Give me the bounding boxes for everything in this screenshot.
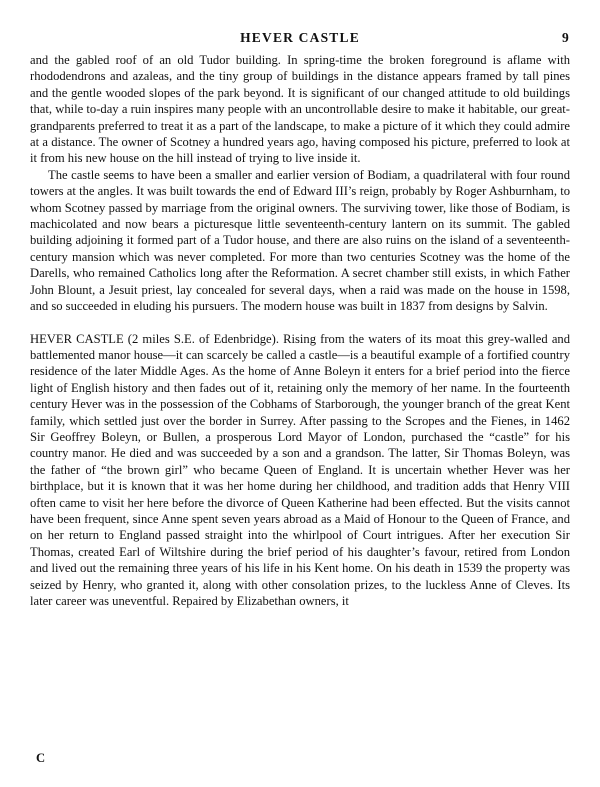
running-head [30, 30, 570, 52]
signature-mark: C [36, 751, 46, 765]
paragraph-scotney-castle-history: The castle seems to have been a smaller and earlier version of Bodiam, a quadrilateral with four round towers at the angles. It was built towards the end of Edward III’s reign, probably by Roger Ashburnham, to whom Scotney passed by marriage from the original owners. The surviving tower, like those of Bodiam, is machicolated and now bears a picturesque little seventeenth-century lantern on its summit. The gabled building adjoining it formed part of a Tudor house, and there are also ruins on the island of a seventeenth-century mansion which was never completed. For more than two centuries Scotney was the home of the Darells, who remained Catholics long after the Reformation. A secret chamber still exists, in which Father John Blount, a Jesuit priest, lay concealed for several days, when a raid was made on the house in 1598, and so succeeded in eluding his pursuers. The modern house was built in 1837 from designs by Salvin. [30, 167, 570, 314]
paragraph-scotney-continued: and the gabled roof of an old Tudor building. In spring-time the broken foreground is aflame with rhododendrons and azaleas, and the tiny group of buildings in the distance appears framed by tall pines and the gentle wooded slopes of the park beyond. It is significant of our changed attitude to old buildings that, while to-day a ruin inspires many people with an uncontrollable desire to make it habitable, our great-grandparents preferred to treat it as a part of the landscape, to make a picture of it which they could admire at a distance. The owner of Scotney a hundred years ago, having composed his picture, preferred to look at it from his new house on the hill instead of trying to live inside it. [30, 53, 570, 166]
running-title: HEVER CASTLE [240, 30, 360, 45]
book-page [30, 30, 570, 609]
page-number: 9 [562, 30, 570, 45]
paragraph-hever-castle: HEVER CASTLE (2 miles S.E. of Edenbridge). Rising from the waters of its moat this grey-walled and battlemented manor house—it can scarcely be called a castle—is a beautiful example of a fortified country residence of the later Middle Ages. As the home of Anne Boleyn it enters for a brief period into the fierce light of English history and then fades out of it, retaining only the memory of her name. In the fourteenth century Hever was in the possession of the Cobhams of Starborough, the younger branch of the great Kent family, which settled just over the border in Surrey. After passing to the Scropes and the Fienes, in 1462 Sir Geoffrey Boleyn, or Bullen, a prosperous Lord Mayor of London, purchased the “castle” for his country manor. He died and was succeeded by a son and a grandson. The latter, Sir Thomas Boleyn, was the father of “the brown girl” who became Queen of England. It is uncertain whether Hever was her birthplace, but it is known that it was her home during her childhood, and tradition adds that Henry VIII often came to visit her here before the divorce of Queen Katherine had been effected. But the visits cannot have been frequent, since Anne spent seven years abroad as a Maid of Honour to the Queen of France, and on her return to England passed straight into the whirlpool of Court intrigues. After her execution Sir Thomas, created Earl of Wiltshire during the brief period of his daughter’s favour, retired from London and lived out the remaining three years of his life in his Kent home. On his death in 1539 the property was seized by Henry, who granted it, along with other consolation prizes, to the luckless Anne of Cleves. Its later career was uneventful. Repaired by Elizabethan owners, it [30, 331, 570, 608]
section-gap [30, 315, 570, 331]
